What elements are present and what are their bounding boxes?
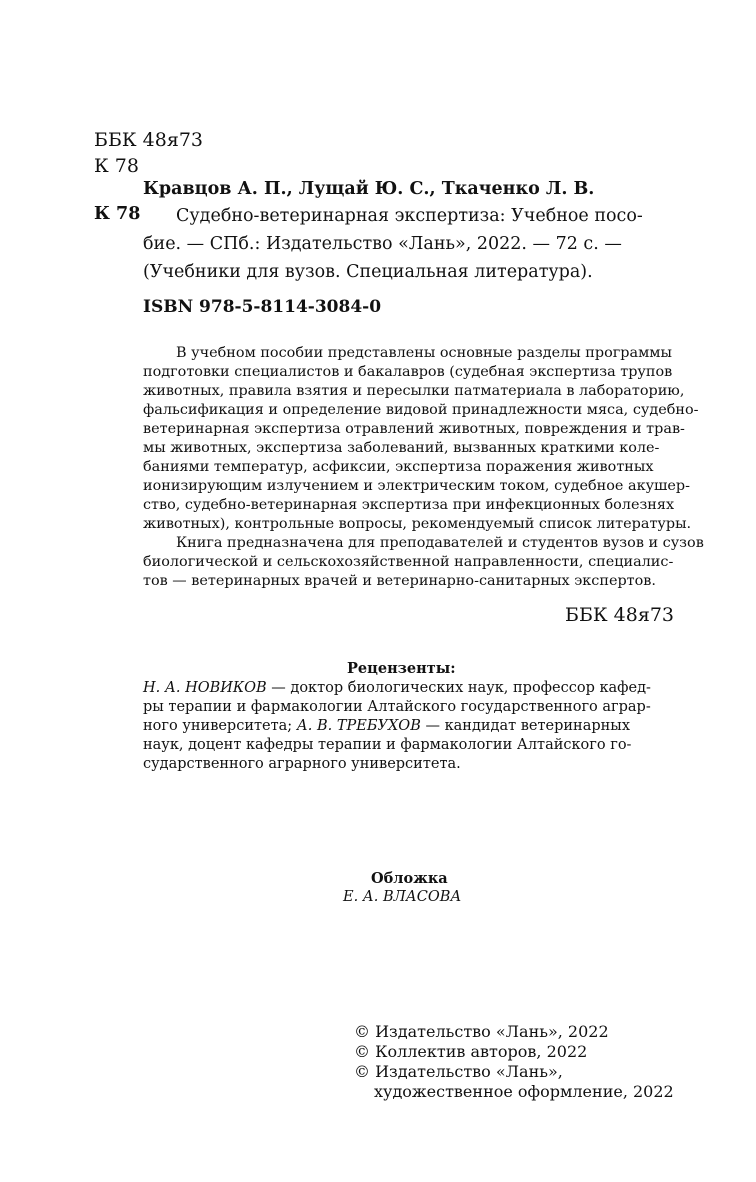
abstract-line: баниями температур, асфиксии, экспертиза поражения животных [143, 459, 654, 475]
cover-designer: Е. А. ВЛАСОВА [343, 889, 462, 905]
reviewer-line: сударственного аграрного университета. [143, 756, 461, 772]
copyright-line: © Коллектив авторов, 2022 [354, 1042, 588, 1061]
abstract-line: В учебном пособии представлены основные разделы программы [176, 345, 672, 361]
abstract-line: животных), контрольные вопросы, рекомендуемый список литературы. [143, 516, 692, 532]
reviewer-name: А. В. ТРЕБУХОВ [296, 718, 421, 734]
copyright-line: художественное оформление, 2022 [374, 1082, 674, 1101]
abstract-line: Книга предназначена для преподавателей и студентов вузов и сузов [176, 535, 704, 551]
authors: Кравцов А. П., Лущай Ю. С., Ткаченко Л. В. [143, 179, 595, 199]
bbk-code-bottom: ББК 48я73 [565, 604, 675, 626]
abstract-line: фальсификация и определение видовой принадлежности мяса, судебно- [143, 402, 699, 418]
title-line: бие. — СПб.: Издательство «Лань», 2022. — 72 с. — [143, 234, 622, 254]
abstract-line: мы животных, экспертиза заболеваний, вызванных краткими коле- [143, 440, 660, 456]
abstract-line: тов — ветеринарных врачей и ветеринарно-санитарных экспертов. [143, 573, 656, 589]
reviewer-line: Н. А. НОВИКОВ — доктор биологических наук, профессор кафед- [143, 680, 651, 696]
copyright-line: © Издательство «Лань», [354, 1062, 563, 1081]
title-line: (Учебники для вузов. Специальная литература). [143, 262, 593, 282]
isbn: ISBN 978-5-8114-3084-0 [143, 297, 382, 317]
author-mark: К 78 [94, 204, 141, 224]
abstract-line: биологической и сельскохозяйственной направленности, специалис- [143, 554, 674, 570]
abstract-line: ионизирующим излучением и электрическим током, судебное акушер- [143, 478, 691, 494]
abstract-line: ветеринарная экспертиза отравлений животных, повреждения и трав- [143, 421, 685, 437]
bbk-code: ББК 48я73 [94, 129, 204, 151]
author-mark-top: К 78 [94, 155, 139, 177]
reviewer-line: наук, доцент кафедры терапии и фармакологии Алтайского го- [143, 737, 632, 753]
cover-heading: Обложка [371, 870, 448, 887]
abstract-line: подготовки специалистов и бакалавров (судебная экспертиза трупов [143, 364, 673, 380]
reviewer-name: Н. А. НОВИКОВ [143, 680, 267, 696]
reviewers-heading: Рецензенты: [347, 660, 456, 677]
copyright-line: © Издательство «Лань», 2022 [354, 1022, 609, 1041]
abstract-line: животных, правила взятия и пересылки патматериала в лабораторию, [143, 383, 685, 399]
reviewer-line: ры терапии и фармакологии Алтайского государственного аграр- [143, 699, 651, 715]
reviewer-line: ного университета; А. В. ТРЕБУХОВ — кандидат ветеринарных [143, 718, 631, 734]
bbk-classification [94, 127, 203, 179]
abstract-line: ство, судебно-ветеринарная экспертиза при инфекционных болезнях [143, 497, 675, 513]
title-line: Судебно-ветеринарная экспертиза: Учебное посо- [176, 206, 643, 226]
